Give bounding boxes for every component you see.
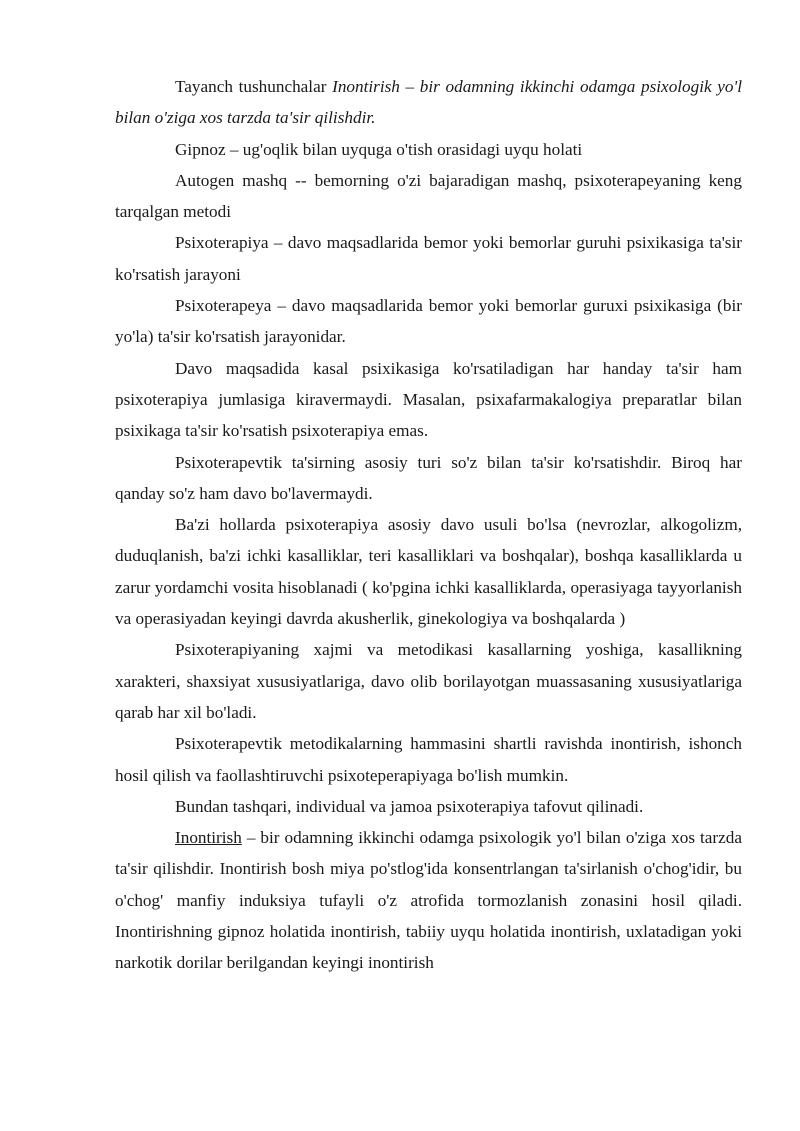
- paragraph-verbal-influence: Psixoterapevtik ta'sirning asosiy turi so'z bilan ta'sir ko'rsatishdir. Biroq har qanday so'z ham davo bo'lavermaydi.: [115, 452, 742, 503]
- paragraph-psychotherapy: Psixoterapiya – davo maqsadlarida bemor yoki bemorlar guruhi psixikasiga ta'sir ko'rsatish jarayoni: [115, 233, 742, 284]
- paragraph-methods: Psixoterapevtik metodikalarning hammasini shartli ravishda inontirish, ishonch hosil qilish va faollashtiruvchi psixoteperapiyaga bo'lish mumkin.: [115, 734, 742, 785]
- paragraph-key-concepts: [115, 71, 742, 134]
- paragraph-individual-group: Bundan tashqari, individual va jamoa psixoterapiya tafovut qilinadi.: [175, 796, 644, 816]
- suggestion-text: – bir odamning ikkinchi odamga psixologik yo'l bilan o'ziga xos tarzda ta'sir qilishdir. Inontirish bosh miya po'stlog'ida konsentrlangan ta'sirlanish o'chog'idir, bu o'chog' manfiy induksiya tufayli o'z atrofida tormozlanish zonasini hosil qiladi. Inontirishning gipnoz holatida inontirish, tabiiy uyqu holatida inontirish, uxlatadigan yoki narkotik dorilar berilgandan keyingi inontirish: [115, 828, 742, 973]
- paragraph-suggestion: [115, 822, 742, 978]
- suggestion-definition: Inontirish – bir odamning ikkinchi odamga psixologik yo'l bilan o'ziga xos tarzda ta'sir qilishdir.: [115, 77, 742, 128]
- paragraph-applications: Ba'zi hollarda psixoterapiya asosiy davo usuli bo'lsa (nevrozlar, alkogolizm, duduqlanish, ba'zi ichki kasalliklar, teri kasalliklari va boshqalar), boshqa kasalliklarda u zarur yordamchi vosita hisoblanadi ( ko'pgina ichki kasalliklarda, operasiyaga tayyorlanish va operasiyadan keyingi davrda akusherlik, ginekologiya va boshqalarda ): [115, 515, 742, 629]
- paragraph-hypnosis: Gipnoz – ug'oqlik bilan uyquga o'tish orasidagi uyqu holati: [175, 139, 583, 159]
- key-concepts-heading: Tayanch tushunchalar: [175, 77, 333, 96]
- paragraph-influence: Davo maqsadida kasal psixikasiga ko'rsatiladigan har handay ta'sir ham psixoterapiya jumlasiga kiravermaydi. Masalan, psixafarmakalogiya preparatlar bilan psixikaga ta'sir ko'rsatish psixoterapiya emas.: [115, 358, 742, 441]
- paragraph-autogenic-training: Autogen mashq -- bemorning o'zi bajaradigan mashq, psixoterapeyaning keng tarqalgan metodi: [115, 170, 742, 222]
- body-text: [115, 71, 742, 979]
- paragraph-scope: Psixoterapiyaning xajmi va metodikasi kasallarning yoshiga, kasallikning xarakteri, shaxsiyat xususiyatlariga, davo olib borilayotgan muassasaning xususiyatlariga qarab har xil bo'ladi.: [115, 640, 742, 722]
- paragraph-psychotherapy-variant: Psixoterapeya – davo maqsadlarida bemor yoki bemorlar guruxi psixikasiga (bir yo'la) ta'sir ko'rsatish jarayonidar.: [115, 296, 742, 347]
- suggestion-term: Inontirish: [175, 828, 242, 848]
